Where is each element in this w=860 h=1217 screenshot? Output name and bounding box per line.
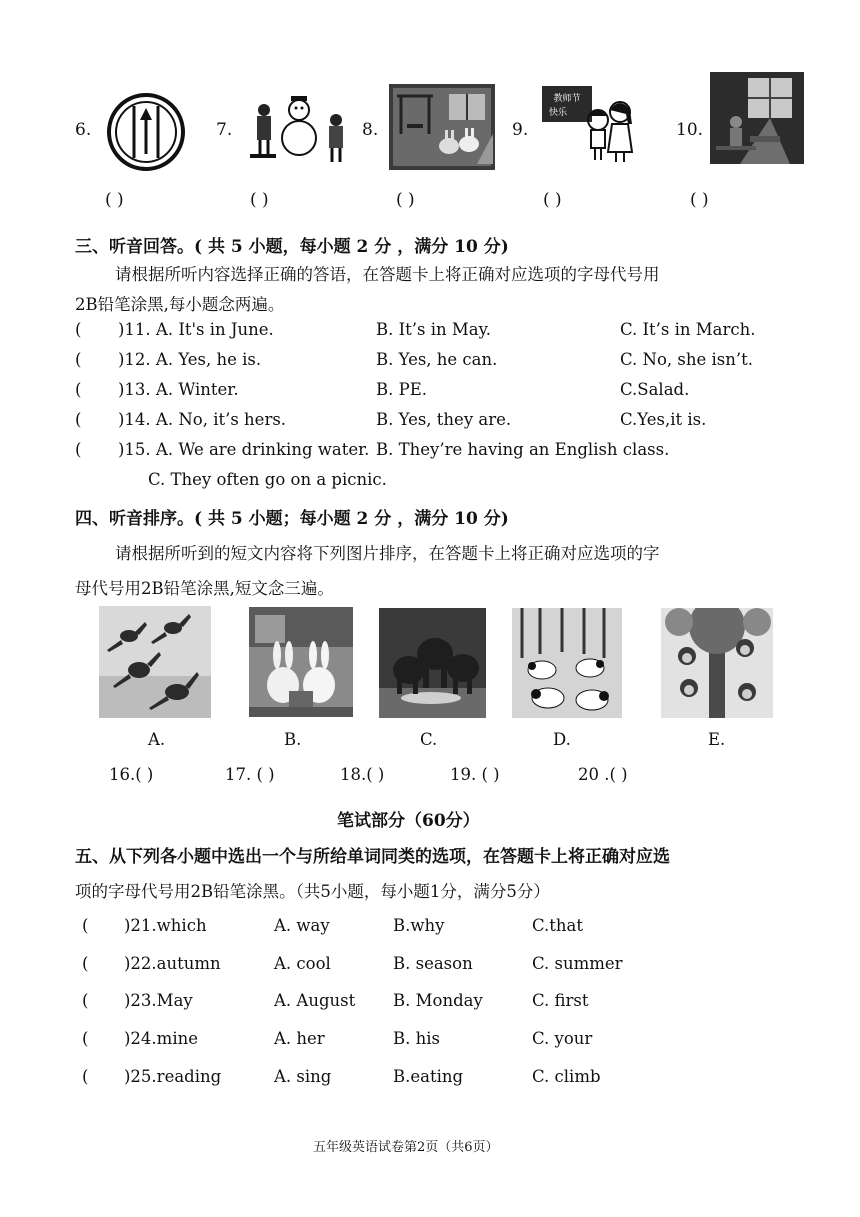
elephants-icon xyxy=(379,608,486,718)
answer-paren[interactable]: ( xyxy=(75,410,82,429)
option-b: B. season xyxy=(393,954,473,973)
answer-blank[interactable]: ( ) xyxy=(543,190,562,210)
kangaroos-icon xyxy=(99,606,211,718)
question-stem: )13. A. Winter. xyxy=(118,380,239,399)
option-c: C.Salad. xyxy=(620,380,690,399)
option-b: B. Yes, they are. xyxy=(376,410,512,429)
answer-paren[interactable]: ( xyxy=(82,916,89,935)
boy-reading-at-window-icon xyxy=(710,72,804,164)
rabbits-icon xyxy=(249,607,353,717)
answer-paren[interactable]: ( xyxy=(82,1029,89,1048)
option-c: C. climb xyxy=(532,1067,601,1086)
rabbits-in-playground-icon xyxy=(389,84,495,170)
question-stem: )11. A. It's in June. xyxy=(118,320,274,339)
section-5-heading: 五、从下列各小题中选出一个与所给单词同类的选项，在答题卡上将正确对应选 xyxy=(75,847,670,867)
answer-blank[interactable]: 19. ( ) xyxy=(450,765,500,784)
option-a: A. August xyxy=(274,991,356,1010)
answer-paren[interactable]: ( xyxy=(75,380,82,399)
option-b: B.eating xyxy=(393,1067,464,1086)
question-stem: )22.autumn xyxy=(124,954,221,973)
answer-blank[interactable]: 20 .( ) xyxy=(578,765,628,784)
item-number: 6. xyxy=(75,120,92,140)
teachers-day-greeting-icon xyxy=(540,84,640,164)
answer-paren[interactable]: ( xyxy=(82,1067,89,1086)
option-b: B. his xyxy=(393,1029,440,1048)
picture-letter: A. xyxy=(148,730,166,749)
answer-blank[interactable]: 16.( ) xyxy=(109,765,154,784)
question-stem: )23.May xyxy=(124,991,193,1010)
option-a: A. cool xyxy=(274,954,331,973)
board-text: 教师节 xyxy=(553,94,581,104)
option-b: B. Monday xyxy=(393,991,483,1010)
page-footer: 五年级英语试卷第2页（共6页） xyxy=(313,1140,499,1155)
answer-blank[interactable]: ( ) xyxy=(105,190,124,210)
answer-paren[interactable]: ( xyxy=(75,320,82,339)
option-c: C.Yes,it is. xyxy=(620,410,707,429)
item-number: 10. xyxy=(676,120,704,140)
picture-letter: E. xyxy=(708,730,726,749)
question-stem: )25.reading xyxy=(124,1067,222,1086)
children-building-snowman-icon xyxy=(244,92,354,166)
option-c: C. first xyxy=(532,991,589,1010)
option-a: A. way xyxy=(274,916,330,935)
answer-blank[interactable]: ( ) xyxy=(690,190,709,210)
option-c: C. It’s in March. xyxy=(620,320,756,339)
question-stem: )24.mine xyxy=(124,1029,198,1048)
section-5-heading-cont: 项的字母代号用2B铅笔涂黑。（共5小题，每小题1分，满分5分） xyxy=(75,882,550,901)
answer-paren[interactable]: ( xyxy=(82,954,89,973)
question-stem: )21.which xyxy=(124,916,207,935)
section-3-heading: 三、听音回答。( 共 5 小题，每小题 2 分 ，满分 10 分) xyxy=(75,237,509,257)
written-part-title: 笔试部分（60分） xyxy=(337,811,480,831)
item-number: 8. xyxy=(362,120,379,140)
option-b: B. Yes, he can. xyxy=(376,350,498,369)
question-stem: )14. A. No, it’s hers. xyxy=(118,410,287,429)
option-b: B. It’s in May. xyxy=(376,320,491,339)
option-c: C. They often go on a picnic. xyxy=(148,470,387,489)
answer-blank[interactable]: ( ) xyxy=(396,190,415,210)
no-overtaking-sign-icon xyxy=(100,92,192,172)
section-4-instruction: 请根据所听到的短文内容将下列图片排序，在答题卡上将正确对应选项的字 xyxy=(115,544,660,563)
pandas-icon xyxy=(512,608,622,718)
picture-letter: D. xyxy=(553,730,571,749)
monkeys-in-tree-icon xyxy=(661,608,773,718)
picture-letter: B. xyxy=(284,730,302,749)
section-4-heading: 四、听音排序。( 共 5 小题；每小题 2 分 ，满分 10 分) xyxy=(75,509,509,529)
board-text: 快乐 xyxy=(548,108,568,118)
section-4-instruction: 母代号用2B铅笔涂黑,短文念三遍。 xyxy=(75,579,334,598)
option-c: C. No, she isn’t. xyxy=(620,350,753,369)
option-c: C. summer xyxy=(532,954,623,973)
option-a: A. her xyxy=(274,1029,325,1048)
option-a: A. sing xyxy=(274,1067,332,1086)
question-stem: )12. A. Yes, he is. xyxy=(118,350,262,369)
picture-letter: C. xyxy=(420,730,438,749)
item-number: 9. xyxy=(512,120,529,140)
answer-blank[interactable]: 17. ( ) xyxy=(225,765,275,784)
question-stem: )15. A. We are drinking water. xyxy=(118,440,370,459)
option-b: B.why xyxy=(393,916,445,935)
section-3-instruction: 请根据所听内容选择正确的答语，在答题卡上将正确对应选项的字母代号用 xyxy=(115,265,660,284)
answer-blank[interactable]: ( ) xyxy=(250,190,269,210)
option-c: C.that xyxy=(532,916,584,935)
option-c: C. your xyxy=(532,1029,593,1048)
option-b: B. They’re having an English class. xyxy=(376,440,670,459)
section-3-instruction: 2B铅笔涂黑,每小题念两遍。 xyxy=(75,295,285,314)
answer-blank[interactable]: 18.( ) xyxy=(340,765,385,784)
answer-paren[interactable]: ( xyxy=(75,350,82,369)
option-b: B. PE. xyxy=(376,380,428,399)
item-number: 7. xyxy=(216,120,233,140)
answer-paren[interactable]: ( xyxy=(82,991,89,1010)
answer-paren[interactable]: ( xyxy=(75,440,82,459)
